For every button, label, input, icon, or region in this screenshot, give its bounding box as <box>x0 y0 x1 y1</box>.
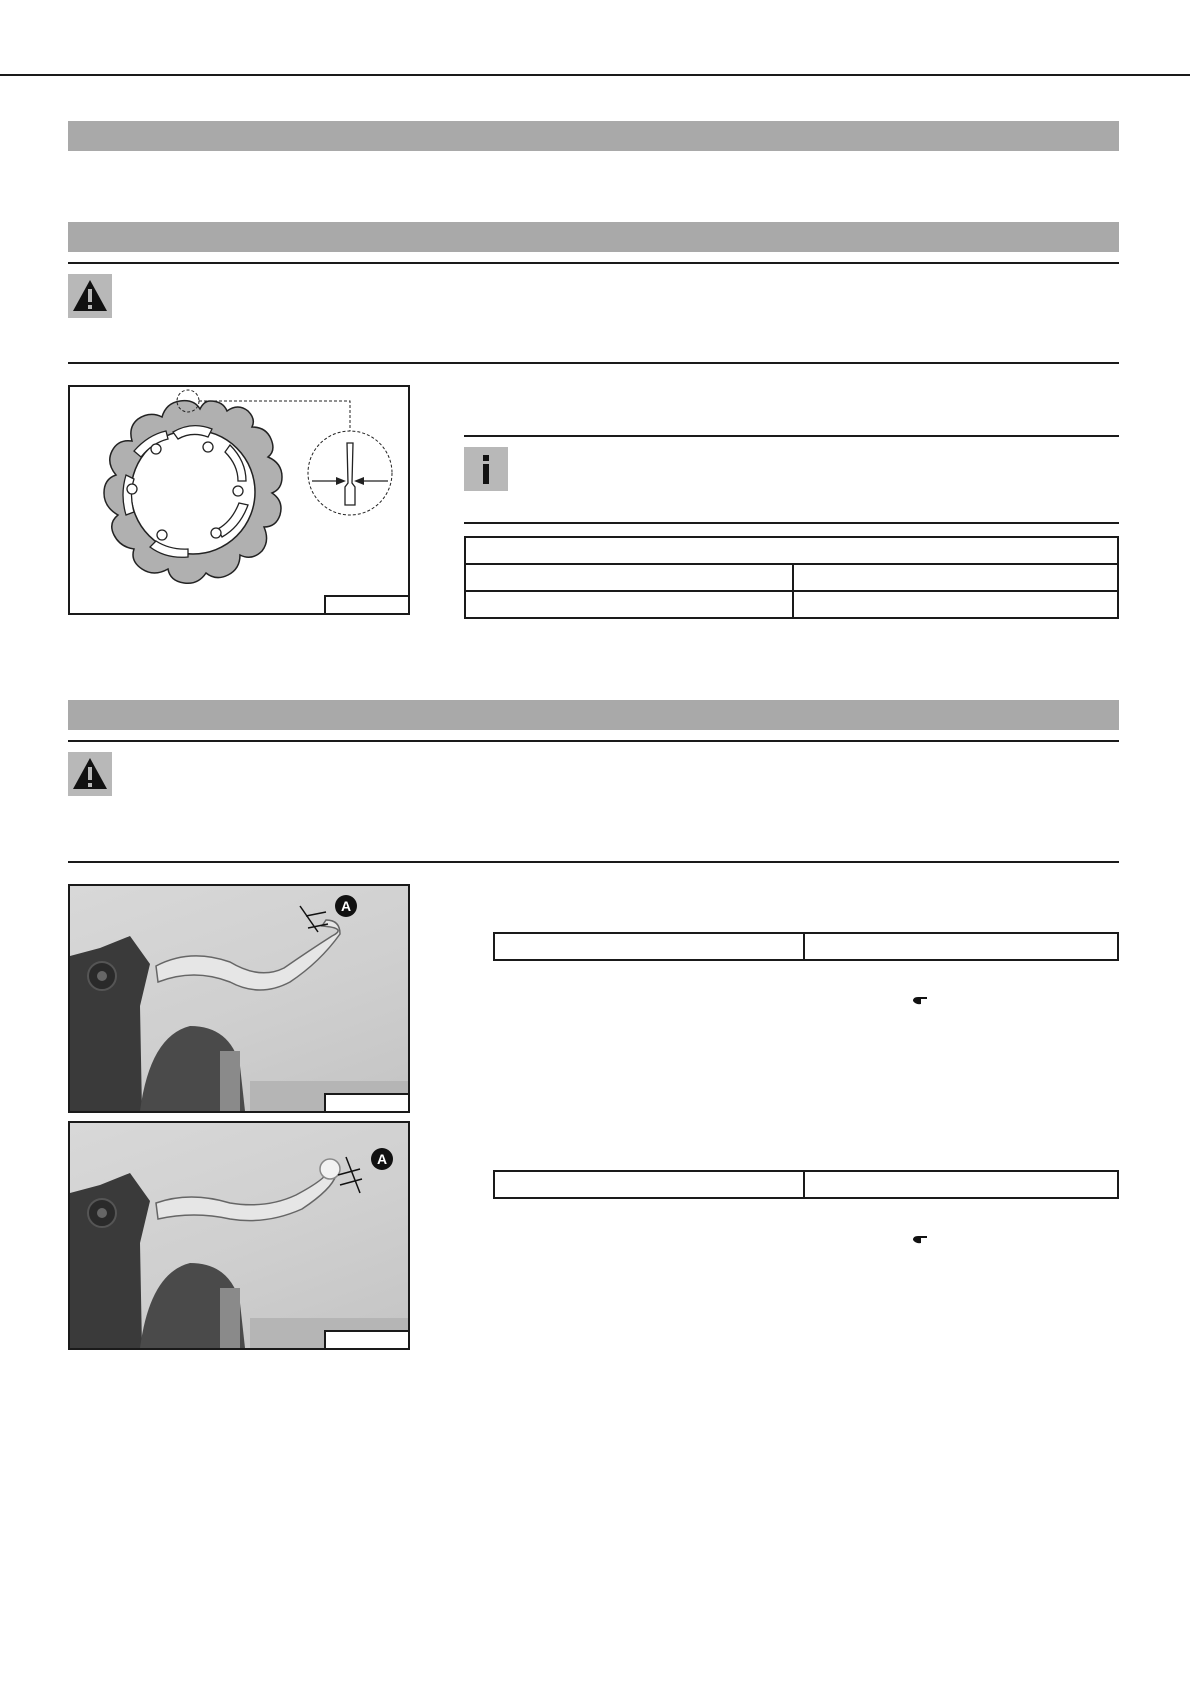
info-top-rule <box>464 435 1119 437</box>
section-heading <box>68 222 1119 252</box>
brake-lever-illustration <box>70 1123 408 1348</box>
table-header <box>465 537 1118 564</box>
warning-triangle-icon <box>68 274 112 318</box>
callout-marker: A <box>376 1151 388 1167</box>
table-cell-label <box>465 591 793 618</box>
callout-marker: A <box>340 898 352 914</box>
table-cell-label <box>494 933 804 960</box>
table-row <box>494 1171 1118 1198</box>
warning-top-rule <box>68 262 1119 264</box>
table-row <box>465 591 1118 618</box>
lever-spec-table <box>493 932 1119 961</box>
table-row <box>494 933 1118 960</box>
info-bottom-rule <box>464 522 1119 524</box>
pointing-hand-icon <box>912 994 928 1010</box>
section-heading <box>68 121 1119 151</box>
table-cell-value <box>793 591 1118 618</box>
brake-lever-illustration <box>70 886 408 1111</box>
table-cell-label <box>465 564 793 591</box>
warning-top-rule <box>68 740 1119 742</box>
section-heading <box>68 700 1119 730</box>
brake-lever-photo <box>68 1121 410 1350</box>
figure-code <box>324 595 408 613</box>
table-cell-value <box>793 564 1118 591</box>
table-row <box>465 564 1118 591</box>
disc-spec-table <box>464 536 1119 619</box>
info-icon <box>464 447 508 491</box>
warning-triangle-icon <box>68 752 112 796</box>
figure-code <box>324 1330 408 1348</box>
brake-lever-photo <box>68 884 410 1113</box>
pointing-hand-icon <box>912 1233 928 1249</box>
header-rule <box>0 74 1190 76</box>
table-cell-label <box>494 1171 804 1198</box>
figure-code <box>324 1093 408 1111</box>
table-cell-value <box>804 933 1118 960</box>
lever-spec-table <box>493 1170 1119 1199</box>
warning-bottom-rule <box>68 362 1119 364</box>
warning-bottom-rule <box>68 861 1119 863</box>
brake-disc-figure <box>68 385 410 615</box>
brake-disc-illustration <box>70 387 408 613</box>
table-cell-value <box>804 1171 1118 1198</box>
